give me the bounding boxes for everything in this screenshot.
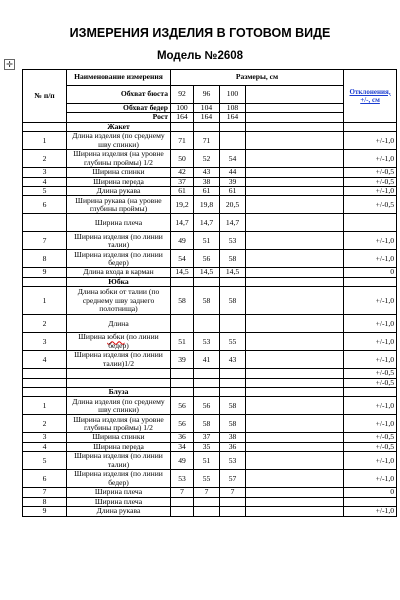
section-empty (171, 388, 194, 397)
deviation-value: 0 (344, 268, 397, 277)
size-value (220, 507, 246, 516)
deviation-value: +/-1,0 (344, 287, 397, 315)
size-value (171, 497, 194, 506)
row-name-part: Ширина (78, 332, 108, 342)
param-value: 164 (194, 113, 220, 122)
table-row (23, 268, 397, 277)
row-empty (246, 442, 344, 451)
section-empty (246, 388, 344, 397)
row-number: 4 (23, 442, 67, 451)
size-value: 19,8 (194, 196, 220, 214)
row-number: 9 (23, 268, 67, 277)
size-value: 7 (220, 488, 246, 497)
size-value: 56 (194, 397, 220, 415)
row-name: Длина юбки от талии (по среднему шву заднего полотнища) (67, 287, 171, 315)
row-name: Ширина изделия (по линии талии) (67, 452, 171, 470)
size-value: 53 (220, 232, 246, 250)
section-empty (194, 388, 220, 397)
size-value: 35 (194, 442, 220, 451)
table-row (23, 497, 397, 506)
row-number: 2 (23, 415, 67, 433)
size-value: 56 (171, 415, 194, 433)
size-value: 53 (220, 452, 246, 470)
row-name: Ширина изделия (по линии бедер) (67, 470, 171, 488)
size-value: 34 (171, 442, 194, 451)
row-name-misspelled: юбки (107, 332, 125, 342)
size-value: 43 (194, 168, 220, 177)
row-number: 7 (23, 488, 67, 497)
section-title: Жакет (67, 122, 171, 131)
deviation-value: +/-0,5 (344, 378, 397, 387)
row-name: Длина изделия (по среднему шву спинки) (67, 132, 171, 150)
deviation-value: +/-0,5 (344, 196, 397, 214)
row-number: 2 (23, 315, 67, 333)
size-value: 54 (220, 150, 246, 168)
row-name: Длина рукава (67, 187, 171, 196)
table-row (23, 470, 397, 488)
row-name (67, 333, 171, 351)
row-empty (246, 315, 344, 333)
section-empty (246, 122, 344, 131)
page-title: ИЗМЕРЕНИЯ ИЗДЕЛИЯ В ГОТОВОМ ВИДЕ (69, 26, 331, 40)
size-value: 49 (171, 232, 194, 250)
row-empty (246, 397, 344, 415)
param-empty (246, 86, 344, 104)
row-name: Ширина плеча (67, 488, 171, 497)
table-row (23, 369, 397, 378)
row-empty (246, 351, 344, 369)
size-value (194, 315, 220, 333)
param-value: 100 (171, 104, 194, 113)
size-value: 54 (171, 250, 194, 268)
section-empty (23, 277, 67, 286)
deviation-value (344, 497, 397, 506)
param-empty (246, 113, 344, 122)
row-empty (246, 470, 344, 488)
measurements-table (22, 69, 397, 517)
row-empty (246, 452, 344, 470)
section-row (23, 388, 397, 397)
table-row (23, 132, 397, 150)
model-title: Модель №2608 (156, 50, 244, 62)
row-number: 3 (23, 333, 67, 351)
size-value (194, 507, 220, 516)
row-name: Длина входа в карман (67, 268, 171, 277)
size-value: 7 (194, 488, 220, 497)
size-value: 41 (194, 351, 220, 369)
row-empty (246, 132, 344, 150)
size-value: 43 (220, 351, 246, 369)
size-value (194, 497, 220, 506)
size-value: 14,7 (171, 214, 194, 232)
deviation-value: +/-1,0 (344, 470, 397, 488)
size-value: 61 (194, 187, 220, 196)
table-row (23, 196, 397, 214)
row-number: 8 (23, 497, 67, 506)
row-empty (246, 333, 344, 351)
section-empty (344, 277, 397, 286)
size-value: 38 (194, 177, 220, 186)
deviation-value: +/-1,0 (344, 507, 397, 516)
size-value: 58 (220, 287, 246, 315)
table-row (23, 507, 397, 516)
row-name: Длина изделия (по среднему шву спинки) (67, 397, 171, 415)
size-value: 53 (171, 470, 194, 488)
row-name: Ширина переда (67, 177, 171, 186)
section-empty (246, 277, 344, 286)
size-value: 56 (171, 397, 194, 415)
row-number: 1 (23, 397, 67, 415)
table-row (23, 452, 397, 470)
size-value: 55 (194, 470, 220, 488)
table-row (23, 333, 397, 351)
row-empty (246, 378, 344, 387)
size-value: 36 (220, 442, 246, 451)
row-name: Ширина изделия (на уровне глубины проймы) 1/2 (67, 150, 171, 168)
table-row (23, 250, 397, 268)
row-number: 1 (23, 287, 67, 315)
table-row (23, 415, 397, 433)
row-empty (246, 232, 344, 250)
size-value (220, 378, 246, 387)
row-number (23, 214, 67, 232)
row-empty (246, 168, 344, 177)
header-num: № п/п (23, 70, 67, 123)
param-value: 104 (194, 104, 220, 113)
row-name: Ширина плеча (67, 214, 171, 232)
row-name-part: (по линии бедер) (108, 332, 159, 350)
table-row (23, 232, 397, 250)
deviation-value: +/-1,0 (344, 232, 397, 250)
param-empty (246, 104, 344, 113)
size-value: 51 (171, 333, 194, 351)
table-row (23, 214, 397, 232)
section-empty (220, 122, 246, 131)
size-value: 49 (171, 452, 194, 470)
section-title: Юбка (67, 277, 171, 286)
param-value: 164 (220, 113, 246, 122)
header-name: Наименование измерения (67, 70, 171, 86)
size-value: 38 (220, 433, 246, 442)
size-value: 14,7 (220, 214, 246, 232)
section-row (23, 122, 397, 131)
row-number: 4 (23, 351, 67, 369)
param-value: 164 (171, 113, 194, 122)
size-value (220, 315, 246, 333)
size-value (220, 132, 246, 150)
row-name: Ширина плеча (67, 497, 171, 506)
row-number: 8 (23, 250, 67, 268)
row-empty (246, 250, 344, 268)
row-number: 2 (23, 150, 67, 168)
row-name (67, 369, 171, 378)
size-value (194, 378, 220, 387)
deviation-value: +/-0,5 (344, 442, 397, 451)
row-name: Длина (67, 315, 171, 333)
size-value: 71 (194, 132, 220, 150)
row-number: 5 (23, 452, 67, 470)
size-value: 71 (171, 132, 194, 150)
deviation-value: +/-1,0 (344, 132, 397, 150)
deviation-value: 0 (344, 488, 397, 497)
deviation-value: +/-1,0 (344, 315, 397, 333)
row-number: 7 (23, 232, 67, 250)
table-row (23, 177, 397, 186)
table-row (23, 351, 397, 369)
size-value (220, 369, 246, 378)
row-number: 1 (23, 132, 67, 150)
size-value: 14,5 (171, 268, 194, 277)
header-deviation: Отклонения, +/-, см (344, 70, 397, 123)
param-value: 100 (220, 86, 246, 104)
size-value: 14,5 (194, 268, 220, 277)
move-handle-icon[interactable]: ✛ (4, 59, 15, 70)
table-row (23, 397, 397, 415)
section-empty (220, 277, 246, 286)
row-empty (246, 507, 344, 516)
row-name: Ширина переда (67, 442, 171, 451)
deviation-value: +/-0,5 (344, 177, 397, 186)
param-value: 96 (194, 86, 220, 104)
row-empty (246, 497, 344, 506)
size-value: 58 (220, 415, 246, 433)
size-value: 61 (220, 187, 246, 196)
size-value: 58 (220, 250, 246, 268)
row-name: Длина рукава (67, 507, 171, 516)
size-value (171, 378, 194, 387)
row-empty (246, 214, 344, 232)
deviation-value: +/-0,5 (344, 168, 397, 177)
size-value: 36 (171, 433, 194, 442)
size-value: 50 (171, 150, 194, 168)
table-row (23, 433, 397, 442)
param-value: 108 (220, 104, 246, 113)
size-value: 61 (171, 187, 194, 196)
row-name: Ширина спинки (67, 433, 171, 442)
size-value (171, 315, 194, 333)
row-number: 4 (23, 177, 67, 186)
row-name (67, 378, 171, 387)
size-value: 39 (220, 177, 246, 186)
section-row (23, 277, 397, 286)
table-row (23, 378, 397, 387)
deviation-value: +/-1,0 (344, 150, 397, 168)
size-value: 58 (194, 287, 220, 315)
size-value: 19,2 (171, 196, 194, 214)
section-empty (23, 122, 67, 131)
header-sizes: Размеры, см (171, 70, 344, 86)
param-label: Обхват бедер (67, 104, 171, 113)
row-empty (246, 433, 344, 442)
row-number: 6 (23, 196, 67, 214)
row-name: Ширина рукава (на уровне глубины проймы) (67, 196, 171, 214)
table-row (23, 315, 397, 333)
section-empty (344, 122, 397, 131)
row-number: 9 (23, 507, 67, 516)
deviation-value: +/-0,5 (344, 433, 397, 442)
section-empty (220, 388, 246, 397)
section-empty (171, 122, 194, 131)
row-number (23, 378, 67, 387)
size-value (171, 507, 194, 516)
row-number: 3 (23, 168, 67, 177)
size-value: 7 (171, 488, 194, 497)
table-row (23, 442, 397, 451)
param-label: Рост (67, 113, 171, 122)
size-value: 14,7 (194, 214, 220, 232)
row-number: 5 (23, 187, 67, 196)
section-empty (171, 277, 194, 286)
size-value: 44 (220, 168, 246, 177)
size-value: 51 (194, 232, 220, 250)
row-empty (246, 196, 344, 214)
row-empty (246, 187, 344, 196)
size-value: 55 (220, 333, 246, 351)
deviation-value: +/-1,0 (344, 250, 397, 268)
row-name: Ширина изделия (по линии талии) (67, 232, 171, 250)
size-value: 39 (171, 351, 194, 369)
deviation-value: +/-1,0 (344, 351, 397, 369)
row-empty (246, 369, 344, 378)
section-empty (194, 122, 220, 131)
size-value (194, 369, 220, 378)
size-value (220, 497, 246, 506)
size-value: 37 (171, 177, 194, 186)
size-value: 58 (171, 287, 194, 315)
param-label: Обхват бюста (67, 86, 171, 104)
size-value: 20,5 (220, 196, 246, 214)
row-number: 3 (23, 433, 67, 442)
table-row (23, 287, 397, 315)
size-value: 52 (194, 150, 220, 168)
deviation-value: +/-1,0 (344, 415, 397, 433)
deviation-value (344, 214, 397, 232)
row-empty (246, 150, 344, 168)
table-row (23, 150, 397, 168)
table-row (23, 488, 397, 497)
deviation-value: +/-1,0 (344, 452, 397, 470)
deviation-value: +/-1,0 (344, 397, 397, 415)
size-value: 58 (194, 415, 220, 433)
size-value: 51 (194, 452, 220, 470)
section-empty (23, 388, 67, 397)
size-value: 42 (171, 168, 194, 177)
size-value: 37 (194, 433, 220, 442)
row-name: Ширина изделия (по линии талии)1/2 (67, 351, 171, 369)
row-number: 6 (23, 470, 67, 488)
section-empty (344, 388, 397, 397)
size-value: 58 (220, 397, 246, 415)
row-name: Ширина спинки (67, 168, 171, 177)
size-value: 14,5 (220, 268, 246, 277)
param-value: 92 (171, 86, 194, 104)
row-empty (246, 415, 344, 433)
size-value: 56 (194, 250, 220, 268)
row-empty (246, 177, 344, 186)
deviation-value: +/-0,5 (344, 369, 397, 378)
table-row (23, 168, 397, 177)
row-empty (246, 287, 344, 315)
size-value: 57 (220, 470, 246, 488)
section-title: Блуза (67, 388, 171, 397)
deviation-value: +/-1,0 (344, 187, 397, 196)
size-value: 53 (194, 333, 220, 351)
section-empty (194, 277, 220, 286)
row-name: Ширина изделия (на уровне глубины проймы) 1/2 (67, 415, 171, 433)
table-row (23, 187, 397, 196)
row-name: Ширина изделия (по линии бедер) (67, 250, 171, 268)
size-value (171, 369, 194, 378)
row-empty (246, 488, 344, 497)
row-number (23, 369, 67, 378)
row-empty (246, 268, 344, 277)
deviation-value: +/-1,0 (344, 333, 397, 351)
